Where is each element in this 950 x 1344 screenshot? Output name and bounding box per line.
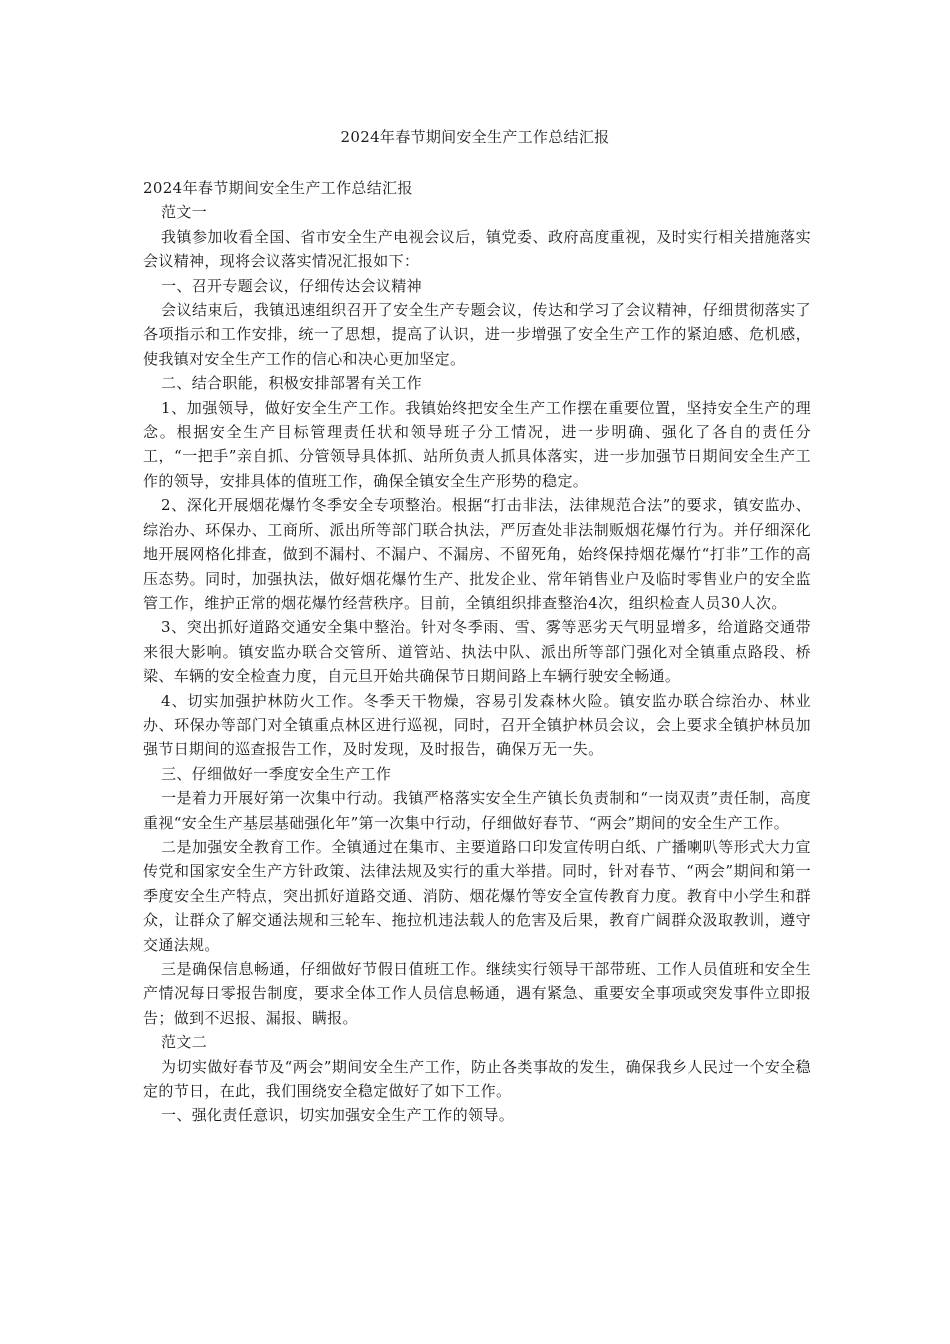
paragraph: 一是着力开展好第一次集中行动。我镇严格落实安全生产镇长负责制和“一岗双责”责任制，高度重视“安全生产基层基础强化年”第一次集中行动，仔细做好春节、“两会”期间的安全生产工作。 bbox=[143, 789, 811, 832]
paragraph: 一、强化责任意识，切实加强安全生产工作的领导。 bbox=[161, 1106, 515, 1125]
document-title: 2024年春节期间安全生产工作总结汇报 bbox=[340, 128, 610, 146]
paragraph: 2024年春节期间安全生产工作总结汇报 bbox=[143, 179, 413, 197]
paragraph: 4、切实加强护林防火工作。冬季天干物燥，容易引发森林火险。镇安监办联合综治办、林业办、环保办等部门对全镇重点林区进行巡视，同时，召开全镇护林员会议，会上要求全镇护林员加强节日期间的巡查报告工作，及时发现，及时报告，确保万无一失。 bbox=[143, 691, 811, 759]
paragraph: 会议结束后，我镇迅速组织召开了安全生产专题会议，传达和学习了会议精神，仔细贯彻落实了各项指示和工作安排，统一了思想，提高了认识，进一步增强了安全生产工作的紧迫感、危机感，使我镇对安全生产工作的信心和决心更加坚定。 bbox=[143, 301, 811, 368]
paragraph: 我镇参加收看全国、省市安全生产电视会议后，镇党委、政府高度重视，及时实行相关措施落实会议精神，现将会议落实情况汇报如下： bbox=[143, 227, 811, 271]
document-body bbox=[143, 176, 811, 1128]
paragraph: 范文一 bbox=[161, 203, 208, 222]
paragraph: 一、召开专题会议，仔细传达会议精神 bbox=[161, 276, 422, 295]
paragraph: 1、加强领导，做好安全生产工作。我镇始终把安全生产工作摆在重要位置，坚持安全生产的理念。根据安全生产目标管理责任状和领导班子分工情况，进一步明确、强化了各自的责任分工，“一把手”亲自抓、分管领导具体抓、站所负责人抓具体落实，进一步加强节日期间安全生产工作的领导，安排具体的值班工作，确保全镇安全生产形势的稳定。 bbox=[143, 398, 811, 490]
paragraph: 二、结合职能，积极安排部署有关工作 bbox=[161, 374, 422, 393]
paragraph: 为切实做好春节及“两会”期间安全生产工作，防止各类事故的发生，确保我乡人民过一个安全稳定的节日，在此，我们围绕安全稳定做好了如下工作。 bbox=[143, 1057, 811, 1101]
paragraph: 范文二 bbox=[161, 1033, 208, 1052]
paragraph: 三、仔细做好一季度安全生产工作 bbox=[161, 764, 392, 783]
paragraph: 二是加强安全教育工作。全镇通过在集市、主要道路口印发宣传明白纸、广播喇叭等形式大力宣传党和国家安全生产方针政策、法律法规及实行的重大举措。同时，针对春节、“两会”期间和第一季度安全生产特点，突出抓好道路交通、消防、烟花爆竹等安全宣传教育力度。教育中小学生和群众，让群众了解交通法规和三轮车、拖拉机违法载人的危害及后果，教育广阔群众汲取教训，遵守交通法规。 bbox=[143, 837, 811, 954]
paragraph: 三是确保信息畅通，仔细做好节假日值班工作。继续实行领导干部带班、工作人员值班和安全生产情况每日零报告制度，要求全体工作人员信息畅通，遇有紧急、重要安全事项或突发事件立即报告；做到不迟报、漏报、瞒报。 bbox=[143, 960, 811, 1027]
paragraph: 3、突出抓好道路交通安全集中整治。针对冬季雨、雪、雾等恶劣天气明显增多，给道路交通带来很大影响。镇安监办联合交管所、道管站、执法中队、派出所等部门强化对全镇重点路段、桥梁、车辆的安全检查力度，自元旦开始共确保节日期间路上车辆行驶安全畅通。 bbox=[143, 618, 811, 686]
paragraph: 2、深化开展烟花爆竹冬季安全专项整治。根据“打击非法，法律规范合法”的要求，镇安监办、综治办、环保办、工商所、派出所等部门联合执法，严厉查处非法制贩烟花爆竹行为。并仔细深化地开展网格化排查，做到不漏村、不漏户、不漏房、不留死角，始终保持烟花爆竹“打非”工作的高压态势。同时，加强执法，做好烟花爆竹生产、批发企业、常年销售业户及临时零售业户的安全监管工作，维护正常的烟花爆竹经营秩序。目前，全镇组织排查整治4次，组织检查人员30人次。 bbox=[143, 496, 811, 612]
